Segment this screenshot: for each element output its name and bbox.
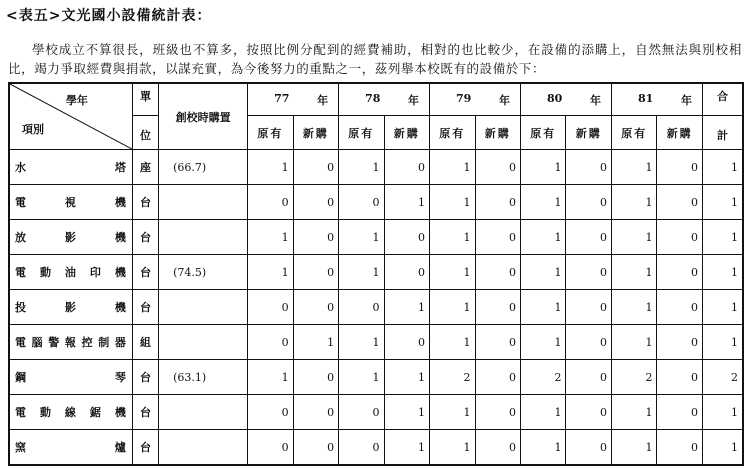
item-name-cell [9,430,132,466]
header-year-79 [430,83,521,116]
year-suffix: 年 [680,93,692,107]
value-cell: 2 [430,360,475,395]
table-row [9,395,743,430]
value-cell: 1 [384,290,429,325]
value-cell: 0 [293,255,338,290]
value-cell: 0 [475,220,520,255]
value-cell: 0 [566,220,611,255]
total-cell: 2 [702,360,743,395]
founding-cell [159,325,248,360]
year-number: 79 [456,91,472,105]
value-cell: 1 [611,185,656,220]
table-row [9,220,743,255]
value-cell: 0 [475,325,520,360]
unit-cell: 台 [132,290,158,325]
unit-cell: 座 [132,150,158,185]
item-name: 鋼 琴 [15,371,126,384]
year-suffix: 年 [317,93,329,107]
total-cell: 1 [702,430,743,466]
value-cell: 1 [611,220,656,255]
value-cell: 1 [611,395,656,430]
table-row [9,150,743,185]
value-cell: 1 [339,255,384,290]
total-cell: 1 [702,185,743,220]
total-cell: 1 [702,395,743,430]
founding-cell: (63.1) [159,360,248,395]
value-cell: 0 [566,185,611,220]
value-cell: 0 [475,395,520,430]
header-new: 新購 [475,116,520,150]
item-name-cell [9,220,132,255]
founding-cell [159,220,248,255]
value-cell: 0 [293,220,338,255]
year-number: 80 [547,91,563,105]
total-cell: 1 [702,150,743,185]
item-name: 電 視 機 [15,196,126,209]
value-cell: 0 [248,325,293,360]
table-row [9,325,743,360]
founding-cell: (74.5) [159,255,248,290]
value-cell: 0 [248,430,293,466]
value-cell: 0 [657,290,702,325]
value-cell: 0 [657,255,702,290]
item-name: 投 影 機 [15,301,126,314]
value-cell: 1 [384,360,429,395]
value-cell: 0 [248,395,293,430]
value-cell: 2 [611,360,656,395]
total-cell: 1 [702,290,743,325]
value-cell: 0 [293,430,338,466]
unit-cell: 台 [132,360,158,395]
value-cell: 0 [384,325,429,360]
value-cell: 2 [521,360,566,395]
year-suffix: 年 [499,93,510,107]
year-suffix: 年 [589,93,601,107]
value-cell: 0 [339,430,384,466]
header-existing: 原有 [611,116,656,150]
founding-cell: (66.7) [159,150,248,185]
founding-cell [159,430,248,466]
value-cell: 0 [339,185,384,220]
value-cell: 0 [657,325,702,360]
value-cell: 1 [611,290,656,325]
item-name-cell [9,185,132,220]
value-cell: 1 [384,395,429,430]
table-row [9,360,743,395]
value-cell: 0 [475,430,520,466]
item-name: 水 塔 [15,161,126,174]
value-cell: 1 [339,150,384,185]
year-number: 78 [365,91,381,105]
header-unit-top: 單 [132,83,158,116]
value-cell: 1 [611,430,656,466]
header-existing: 原有 [339,116,384,150]
founding-cell [159,185,248,220]
value-cell: 1 [430,150,475,185]
header-year-78 [339,83,430,116]
table-caption: <表五>文光國小設備統計表： [6,8,212,24]
founding-cell [159,395,248,430]
year-suffix: 年 [408,93,420,107]
unit-cell: 組 [132,325,158,360]
table-row [9,430,743,466]
item-name-cell [9,325,132,360]
header-existing: 原有 [248,116,293,150]
header-year-80 [521,83,612,116]
value-cell: 0 [566,360,611,395]
value-cell: 1 [248,360,293,395]
value-cell: 1 [611,255,656,290]
value-cell: 1 [248,150,293,185]
item-name-cell [9,395,132,430]
value-cell: 0 [657,185,702,220]
total-cell: 1 [702,255,743,290]
value-cell: 1 [384,185,429,220]
item-name-cell [9,150,132,185]
value-cell: 1 [521,395,566,430]
value-cell: 1 [611,325,656,360]
founding-cell [159,290,248,325]
value-cell: 0 [475,185,520,220]
value-cell: 0 [248,290,293,325]
item-name: 電 動 線 鋸 機 [15,406,126,419]
value-cell: 1 [248,255,293,290]
value-cell: 0 [657,395,702,430]
value-cell: 0 [657,220,702,255]
unit-cell: 台 [132,255,158,290]
value-cell: 0 [384,150,429,185]
value-cell: 0 [293,395,338,430]
value-cell: 1 [521,255,566,290]
item-name: 放 影 機 [15,231,126,244]
item-name-cell [9,290,132,325]
value-cell: 1 [339,360,384,395]
value-cell: 1 [293,325,338,360]
table-row [9,255,743,290]
header-new: 新購 [566,116,611,150]
header-item-label: 項別 [22,123,44,136]
value-cell: 0 [339,395,384,430]
value-cell: 1 [430,395,475,430]
value-cell: 1 [430,325,475,360]
item-name: 窯 爐 [15,441,126,454]
value-cell: 0 [657,430,702,466]
unit-cell: 台 [132,220,158,255]
value-cell: 0 [293,150,338,185]
value-cell: 0 [657,150,702,185]
header-year-77 [248,83,339,116]
value-cell: 0 [293,185,338,220]
value-cell: 1 [521,430,566,466]
header-founding: 創校時購置 [159,83,248,150]
header-new: 新購 [657,116,702,150]
table-body [9,150,743,466]
value-cell: 1 [339,325,384,360]
value-cell: 1 [339,220,384,255]
value-cell: 1 [521,325,566,360]
value-cell: 0 [566,150,611,185]
value-cell: 1 [430,220,475,255]
header-total-top: 合 [702,83,743,116]
value-cell: 0 [475,255,520,290]
value-cell: 0 [248,185,293,220]
item-name: 電 動 油 印 機 [15,266,126,279]
header-year-label: 學年 [65,94,88,107]
item-name-cell [9,360,132,395]
header-diagonal-cell [9,83,132,150]
unit-cell: 台 [132,185,158,220]
value-cell: 1 [248,220,293,255]
year-number: 77 [274,91,290,105]
value-cell: 0 [566,430,611,466]
table-row [9,185,743,220]
value-cell: 1 [430,430,475,466]
value-cell: 1 [521,185,566,220]
unit-cell: 台 [132,430,158,466]
value-cell: 0 [339,290,384,325]
year-number: 81 [637,91,654,105]
value-cell: 1 [430,255,475,290]
header-total-bottom: 計 [702,116,743,150]
value-cell: 1 [430,185,475,220]
value-cell: 0 [566,395,611,430]
value-cell: 0 [384,220,429,255]
value-cell: 0 [475,360,520,395]
total-cell: 1 [702,220,743,255]
header-year-81 [611,83,702,116]
header-new: 新購 [293,116,338,150]
value-cell: 1 [521,220,566,255]
intro-paragraph: 學校成立不算很長，班級也不算多，按照比例分配到的經費補助，相對的也比較少，在設備的添購上，自然無法與別校相比，竭力爭取經費與捐款，以謀充實，為今後努力的重點之一，茲列舉本校既有的設備於下： [8,42,742,76]
value-cell: 0 [566,255,611,290]
value-cell: 0 [657,360,702,395]
item-name: 電 腦 警 報 控 制 器 [15,336,126,349]
value-cell: 0 [293,290,338,325]
equipment-statistics-table [8,82,744,466]
value-cell: 0 [475,150,520,185]
value-cell: 0 [293,360,338,395]
unit-cell: 台 [132,395,158,430]
header-unit-bottom: 位 [132,116,158,150]
table-row [9,290,743,325]
value-cell: 0 [566,325,611,360]
header-existing: 原有 [521,116,566,150]
value-cell: 1 [611,150,656,185]
value-cell: 1 [430,290,475,325]
value-cell: 0 [475,290,520,325]
item-name-cell [9,255,132,290]
header-existing: 原有 [430,116,475,150]
value-cell: 1 [521,290,566,325]
value-cell: 0 [384,255,429,290]
value-cell: 0 [566,290,611,325]
total-cell: 1 [702,325,743,360]
value-cell: 1 [384,430,429,466]
header-new: 新購 [384,116,429,150]
value-cell: 1 [521,150,566,185]
